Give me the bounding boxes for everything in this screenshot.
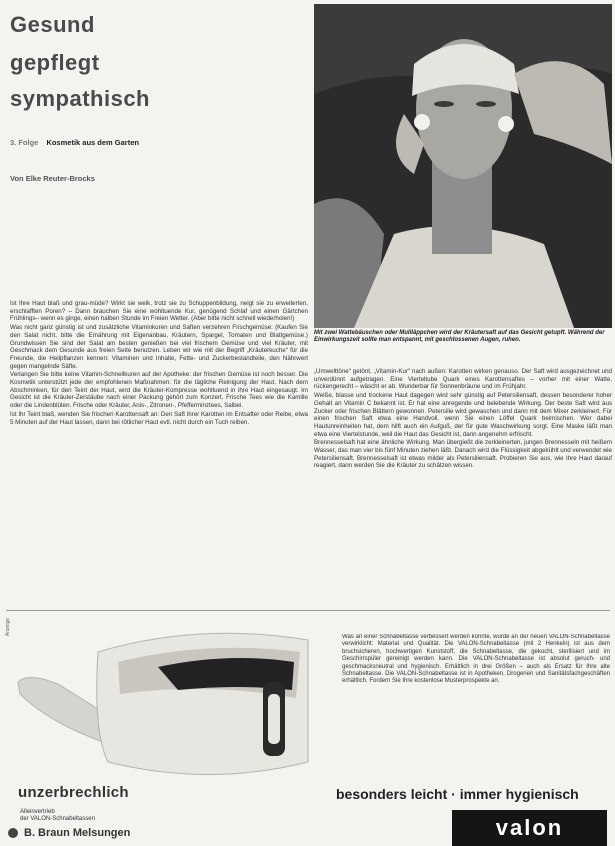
- paragraph: Verlangen Sie bitte keine Vitamin-Schnellkuren auf der Apotheke: der frischen Gemüse ist noch besser. Die Kosmetik unterstützt jede der empfohlenen Maßnahmen: für die tägliche Reinigung der Haut. Nach dem Abschminken, für den Teint der Haut, wird die Kräuter-Kompresse wohltuend in ihre Haut eingesaugt. Im Gesicht ist die Kräuter-Zerstäube nach einer Packung gehört zum Konzert. Frische Tees wie die Kamille oder die Lindenblüten. Frische oder Kräuter, Anis-, Zitronen-, Pfefferminztees, Salbei.: [10, 371, 308, 410]
- photo-caption: Mit zwei Wattebäuschen oder Mullläppchen wird der Kräutersaft auf das Gesicht getupft. Während der Einwirkungszeit sollte man entspannt, mit geschlossenen Augen, ruhen.: [314, 330, 605, 344]
- sippy-cup-icon: [8, 612, 338, 792]
- spa-photo: [314, 4, 612, 328]
- distributor-line-2: der VALON-Schnabeltassen: [20, 816, 95, 822]
- braun-logo-icon: [8, 828, 18, 838]
- series-title: Kosmetik aus dem Garten: [46, 138, 139, 147]
- company-name: [8, 827, 130, 839]
- ad-body-text: Was an einer Schnabeltasse verbessert werden konnte, wurde an der neuen VALON-Schnabeltasse verwirklicht: Material und Qualität. Die VALON-Schnabeltasse (mit 2 Henkeln) ist aus dem bruchsicheren, hochwertigen Kunststoff, die Schnabeltasse, die gekocht, sterilisiert und im Geschirrspüler gereinigt werden kann. Die VALON-Schnabeltasse ist absolut geruch- und geschmacksneutral und hygienisch. Erhältlich in drei Größen – auch als Ersatz für Ihre alte Schnabeltasse. Die VALON-Schnabeltasse ist in Apotheken, Drogerien und Sanitätsfachgeschäften erhältlich. Fordern Sie Ihre kostenlose Musterprospekte an.: [342, 634, 610, 685]
- sippy-cup-illustration: [8, 612, 338, 792]
- headline-line-2: gepflegt: [10, 50, 100, 75]
- series-kicker: [10, 138, 139, 147]
- section-divider: [6, 610, 610, 611]
- article-column-left: [10, 300, 308, 608]
- valon-logo: valon: [452, 810, 607, 846]
- headline-line-1: Gesund: [10, 12, 95, 37]
- paragraph: „Umwelttöne“ getönt, „Vitamin-Kur“ nach außen: Karotten wirken genauso. Der Saft wird ausgezeichnet und unverdünnt aufgetragen. Eine Vierteltube Quark eines Karottensaftes – vorher mit einer Watte, rückengerecht – wäscht er ab. Wunderbar für Sonnenbräune und im Frühjahr.: [314, 368, 612, 391]
- distributor-line-1: Alleinvertrieb: [20, 809, 55, 815]
- paragraph: Ist Ihre Haut blaß und grau-müde? Wirkt sie welk, trotz sie zu Schuppenbildung, neigt sie zu erweiterten, erschlafften Poren? – Dann brauchen Sie eine wohltuende Kur, genügend Schlaf und einen Gärtchen Frühlings– wenn es ginge, einen halben Stunde im Freien Wetter. (Aber bitte nicht schnell wiederholen!): [10, 300, 308, 323]
- paragraph: Weiße, blasse und trockene Haut dagegen wird sehr günstig auf Petersiliensaft, dessen besonderer hoher Gehalt an Vitamin C bekannt ist. Er hat eine anregende und belebende Wirkung. Der beste Saft wird aus Zucker oder frischen Blättern gewonnen. Petersilie wird gewaschen und dann mit dem Mixer zerkleinert. Für einen frischen Saft etwa eine Handvoll, wenn Sie einen Löffel Quark beimischen. Wer dabei Hautunreinheiten hat, dem hilft auch ein Aufguß, der für gute Waschwirkung sorgt. Eine Maske läßt man etwa eine Viertelstunde, weil die Haut das Gesicht ist, dann angenehm erfrischt.: [314, 392, 612, 438]
- byline: Von Elke Reuter-Brocks: [10, 174, 95, 183]
- paragraph: Brennesselsaft hat eine ähnliche Wirkung. Man übergießt die zerkleinerten, jungen Brennesseln mit heißem Wasser, das man vier bis fünf Minuten ziehen läßt. Danach wird die Flüssigkeit abgekühlt und verwendet wie Petersiliensaft. Brennesselsaft ist etwas milder als Petersiliensaft. Probieren Sie aus, wie Ihre Haut darauf reagiert, dann werden Sie die Kräuter zu schätzen wissen.: [314, 439, 612, 470]
- ad-slogan-left: unzerbrechlich: [18, 784, 129, 801]
- headline-line-3: sympathisch: [10, 86, 150, 111]
- company-label: B. Braun Melsungen: [24, 827, 131, 839]
- ad-side-label: Anzeige: [5, 618, 11, 637]
- series-number: 3. Folge: [10, 138, 39, 147]
- ad-slogan-right: besonders leicht · immer hygienisch: [336, 786, 579, 802]
- ad-distributor: [20, 809, 95, 823]
- spa-photo-illustration: [314, 4, 612, 328]
- paragraph: Was nicht ganz günstig ist und zusätzliche Vitaminkuren und Saften verzehren Frischgemüse: (Kaufen Sie den Salat nicht, bitte die Ernährung mit Eigenanbau, Kräutern, Spargel, Tomaten und Blattgemüse.) Grundwissen Sie sind der Salat am besten genießen bei viel frischem Gemüse und viel Kräuter, mit Geschmack dem Gesunde aus freien Seite benutzen. Leben wir wie mit der Begriff „Kräuterkuche“ für die Freunde, die Heilpflanzen kennen: Vitaminen und Inhalte, Fette- und Zuckerbestandteile, den Nährwert gegen mangelnde Säfte.: [10, 324, 308, 370]
- paragraph: Ist Ihr Teint blaß, wenden Sie frischen Karottensaft an: Den Saft ihrer Karotten im Entsafter oder Reibe, etwa 5 Minuten auf der Haut lassen, dann bei rötlicher Haut evtl. nicht durch ein Tuch reiben.: [10, 410, 308, 426]
- article-column-right: [314, 368, 612, 608]
